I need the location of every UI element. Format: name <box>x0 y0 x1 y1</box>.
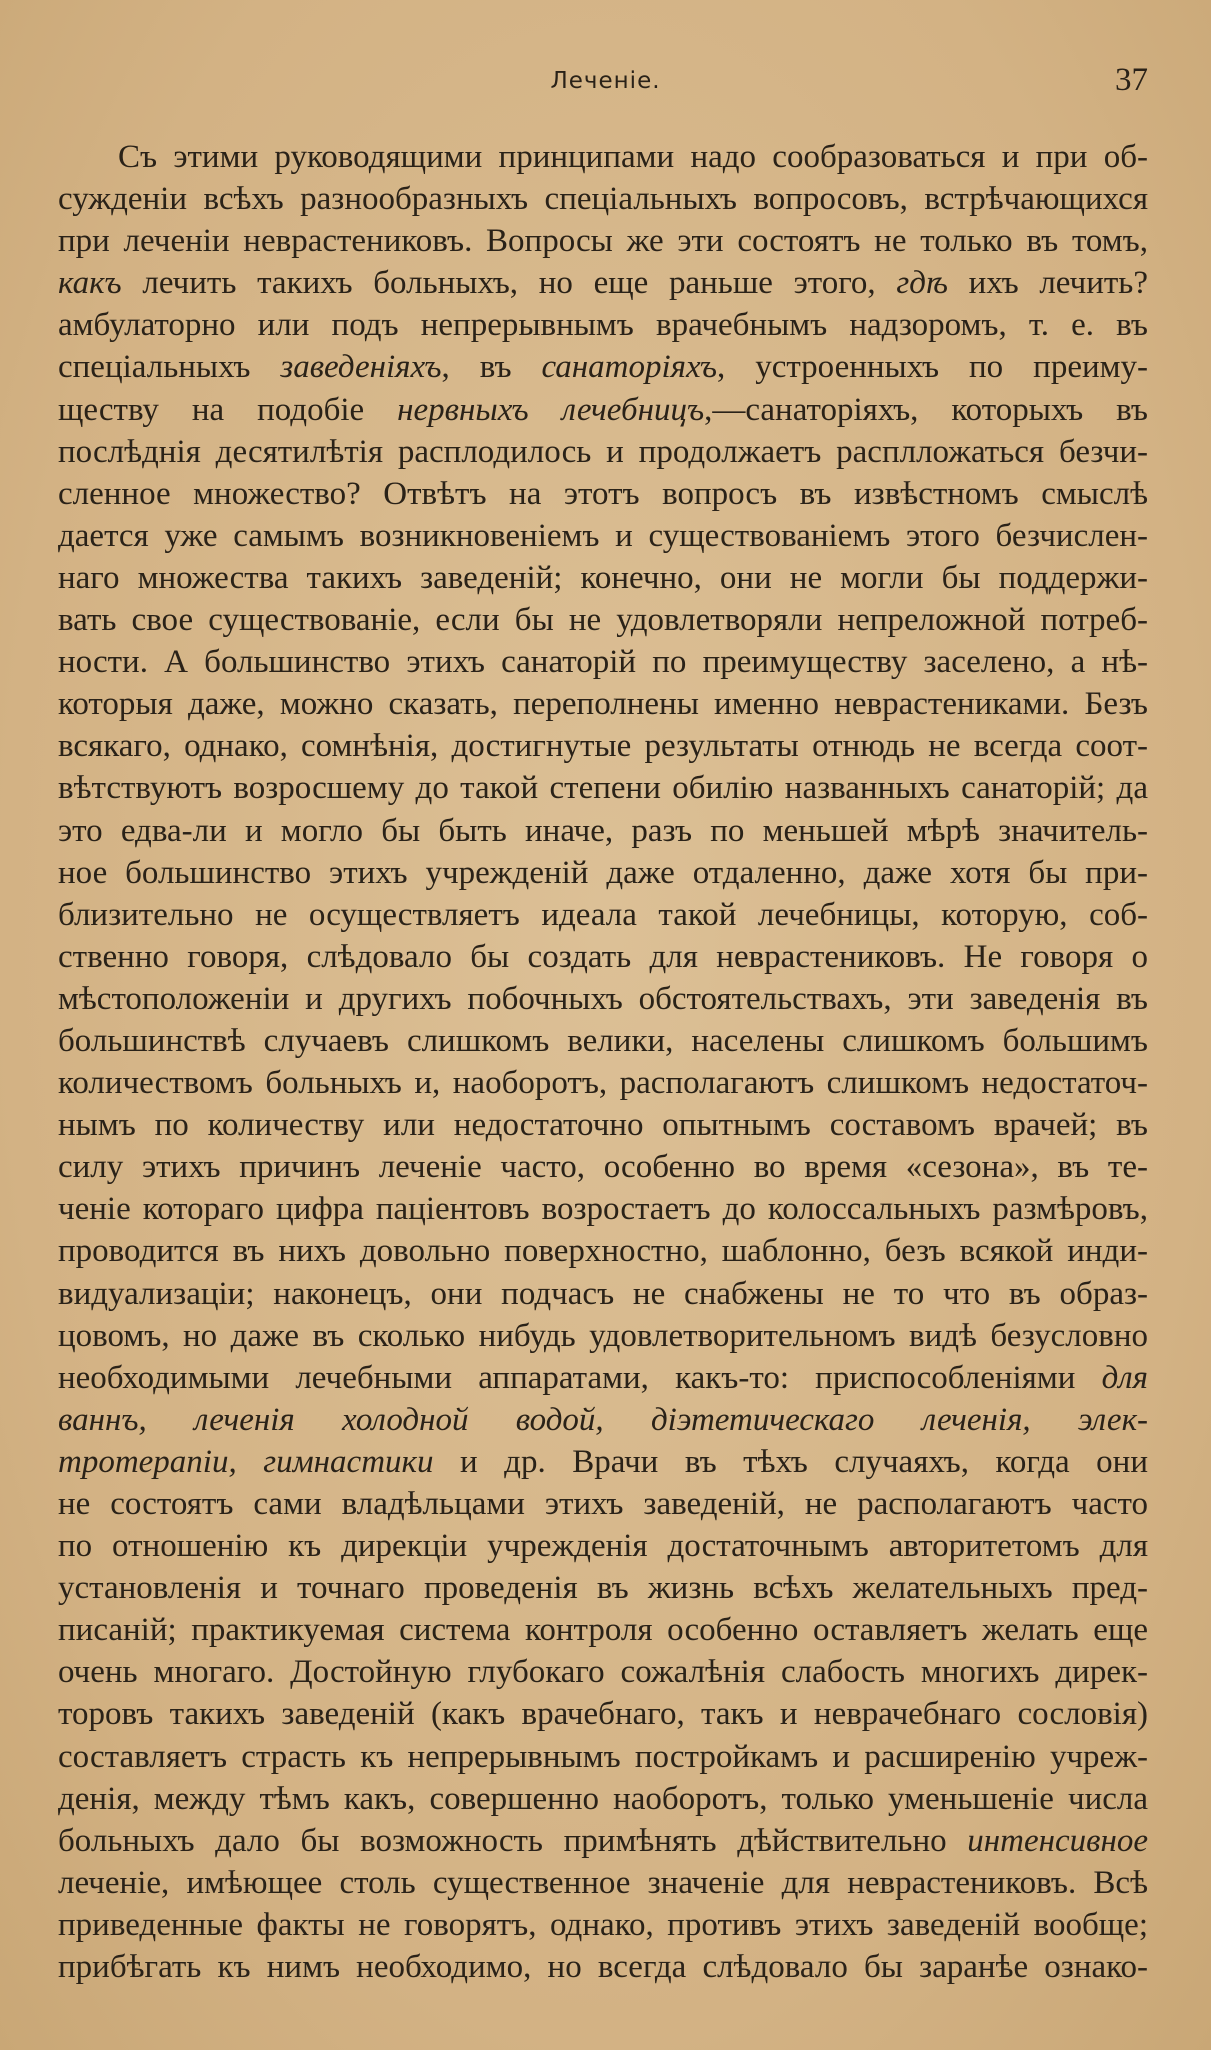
text-run: больныхъ дало бы возможность примѣнять дѣйствительно <box>58 1822 968 1859</box>
text-run: необходимыми лечебными аппаратами, какъ-то: приспособленіями <box>58 1359 1102 1396</box>
chapter-title: Леченіе. <box>550 68 661 94</box>
text-run: послѣднія десятилѣтія расплодилось и продолжаетъ расплложаться безчи- <box>58 433 1148 470</box>
text-line <box>58 1820 1148 1862</box>
text-line <box>58 304 1148 346</box>
text-line <box>58 1230 1148 1272</box>
text-run: ществу на подобіе <box>58 391 398 428</box>
text-run: вать свое существованіе, если бы не удовлетворяли непреложной потреб- <box>58 602 1148 639</box>
text-line <box>58 220 1148 262</box>
text-run: торовъ такихъ заведеній (какъ врачебнаго, такъ и неврачебнаго сословія) <box>58 1696 1148 1733</box>
text-line <box>58 1020 1148 1062</box>
text-run: силу этихъ причинъ леченіе часто, особенно во время «сезона», въ те- <box>58 1149 1148 1186</box>
text-line <box>58 1483 1148 1525</box>
text-line <box>58 557 1148 599</box>
text-line <box>58 1778 1148 1820</box>
text-run: и др. Врачи въ тѣхъ случаяхъ, когда они <box>433 1443 1148 1480</box>
text-line <box>58 178 1148 220</box>
text-line <box>58 1609 1148 1651</box>
text-line <box>58 346 1148 388</box>
italic-run: санаторіяхъ <box>541 349 717 386</box>
text-line <box>58 894 1148 936</box>
text-line <box>58 1904 1148 1946</box>
text-run: не состоятъ сами владѣльцами этихъ заведеній, не располагаютъ часто <box>58 1486 1148 1522</box>
text-run: денія, между тѣмъ какъ, совершенно наоборотъ, только уменьшеніе числа <box>58 1780 1148 1817</box>
text-run: ности. А большинство этихъ санаторій по преимуществу заселено, а нѣ- <box>58 644 1148 681</box>
text-run: установленія и точнаго проведенія въ жизнь всѣхъ желательныхъ пред- <box>58 1570 1148 1607</box>
text-line <box>58 136 1148 178</box>
text-line <box>58 1651 1148 1693</box>
text-line <box>58 725 1148 767</box>
running-head <box>0 62 1211 108</box>
italic-run: заведеніяхъ <box>280 349 442 386</box>
text-line <box>58 767 1148 809</box>
text-line <box>58 431 1148 473</box>
text-run: , устроенныхъ по преиму- <box>716 349 1148 386</box>
text-run: большинствѣ случаевъ слишкомъ велики, населены слишкомъ большимъ <box>58 1022 1148 1059</box>
text-run: количествомъ больныхъ и, наоборотъ, располагаютъ слишкомъ недостаточ- <box>58 1065 1148 1102</box>
body-text <box>58 136 1148 1988</box>
text-run: дается уже самымъ возникновеніемъ и существованіемъ этого безчислен- <box>58 517 1148 554</box>
text-line <box>58 1525 1148 1567</box>
text-run: всякаго, однако, сомнѣнія, достигнутые результаты отнюдь не всегда соот- <box>58 728 1148 765</box>
text-run: наго множества такихъ заведеній; конечно, они не могли бы поддержи- <box>58 559 1148 596</box>
text-run: вѣтствуютъ возросшему до такой степени обилію названныхъ санаторій; да <box>58 770 1148 807</box>
text-run: составляетъ страсть къ непрерывнымъ постройкамъ и расширенію учреж- <box>58 1738 1148 1775</box>
text-run: леченіе, имѣющее столь существенное значеніе для неврастениковъ. Всѣ <box>58 1864 1148 1901</box>
text-line <box>58 810 1148 852</box>
text-run: ченіе котораго цифра паціентовъ возростаетъ до колоссальныхъ размѣровъ, <box>58 1191 1148 1228</box>
text-line <box>58 1273 1148 1315</box>
text-run: близительно не осуществляетъ идеала такой лечебницы, которую, соб- <box>58 896 1148 933</box>
text-line <box>58 683 1148 725</box>
text-run: цовомъ, но даже въ сколько нибудь удовлетворительномъ видѣ безусловно <box>58 1317 1148 1354</box>
text-run: которыя даже, можно сказать, переполнены именно неврастениками. Безъ <box>58 686 1148 723</box>
text-run: ное большинство этихъ учрежденій даже отдаленно, даже хотя бы при- <box>58 854 1148 891</box>
text-line <box>58 1441 1148 1483</box>
text-line <box>58 1357 1148 1399</box>
italic-run: интенсивное <box>967 1822 1148 1859</box>
italic-run: для <box>1101 1359 1148 1396</box>
text-line <box>58 1567 1148 1609</box>
text-line <box>58 599 1148 641</box>
text-line <box>58 1946 1148 1988</box>
text-run: очень многаго. Достойную глубокаго сожалѣнія слабость многихъ дирек- <box>58 1654 1148 1691</box>
text-line <box>58 1188 1148 1230</box>
text-run: по отношенію къ дирекціи учрежденія достаточнымъ авторитетомъ для <box>58 1528 1148 1565</box>
text-run: сужденіи всѣхъ разнообразныхъ спеціальныхъ вопросовъ, встрѣчающихся <box>58 181 1148 218</box>
text-run: сленное множество? Отвѣтъ на этотъ вопросъ въ извѣстномъ смыслѣ <box>58 475 1148 512</box>
text-run: , въ <box>441 349 542 386</box>
text-line <box>58 1062 1148 1104</box>
text-run: писаній; практикуемая система контроля особенно оставляетъ желать еще <box>58 1612 1148 1649</box>
text-line <box>58 473 1148 515</box>
text-run: ственно говоря, слѣдовало бы создать для неврастениковъ. Не говоря о <box>58 938 1148 975</box>
italic-run: нервныхъ лечебницъ <box>397 391 705 428</box>
text-run: Съ этими руководящими принципами надо сообразоваться и при об- <box>118 139 1148 175</box>
text-run: спеціальныхъ <box>58 349 281 386</box>
italic-run: ваннъ, леченія холодной водой, діэтетическаго леченія, элек- <box>58 1401 1148 1438</box>
italic-run: гдѣ <box>896 265 948 302</box>
text-line <box>58 1315 1148 1357</box>
text-line <box>58 515 1148 557</box>
text-line <box>58 1399 1148 1441</box>
italic-run: какъ <box>58 265 122 302</box>
text-line <box>58 978 1148 1020</box>
text-line <box>58 1736 1148 1778</box>
text-line <box>58 1862 1148 1904</box>
text-run: амбулаторно или подъ непрерывнымъ врачебнымъ надзоромъ, т. е. въ <box>58 307 1148 344</box>
text-run: прибѣгать къ нимъ необходимо, но всегда слѣдовало бы заранѣе ознако- <box>58 1949 1148 1986</box>
text-run: приведенные факты не говорятъ, однако, противъ этихъ заведеній вообще; <box>58 1906 1148 1943</box>
text-run: нымъ по количеству или недостаточно опытнымъ составомъ врачей; въ <box>58 1107 1148 1144</box>
text-run: проводится въ нихъ довольно поверхностно, шаблонно, безъ всякой инди- <box>58 1233 1148 1270</box>
text-line <box>58 1146 1148 1188</box>
text-run: видуализаціи; наконецъ, они подчасъ не снабжены не то что въ образ- <box>58 1275 1148 1312</box>
text-run: при леченіи неврастениковъ. Вопросы же эти состоятъ не только въ томъ, <box>58 223 1148 260</box>
text-line <box>58 389 1148 431</box>
text-line <box>58 641 1148 683</box>
text-line <box>58 1693 1148 1735</box>
page-number: 37 <box>1115 62 1148 98</box>
text-run: ихъ лечить? <box>947 265 1148 302</box>
text-line <box>58 936 1148 978</box>
text-run: ,—санаторіяхъ, которыхъ въ <box>704 391 1148 428</box>
text-run: мѣстоположеніи и другихъ побочныхъ обстоятельствахъ, эти заведенія въ <box>58 980 1148 1017</box>
text-line <box>58 852 1148 894</box>
text-run: это едва-ли и могло бы быть иначе, разъ по меньшей мѣрѣ значитель- <box>58 812 1148 849</box>
text-run: лечить такихъ больныхъ, но еще раньше этого, <box>121 265 897 302</box>
text-line <box>58 1104 1148 1146</box>
italic-run: тротерапіи, гимнастики <box>58 1443 434 1480</box>
text-line <box>58 262 1148 304</box>
